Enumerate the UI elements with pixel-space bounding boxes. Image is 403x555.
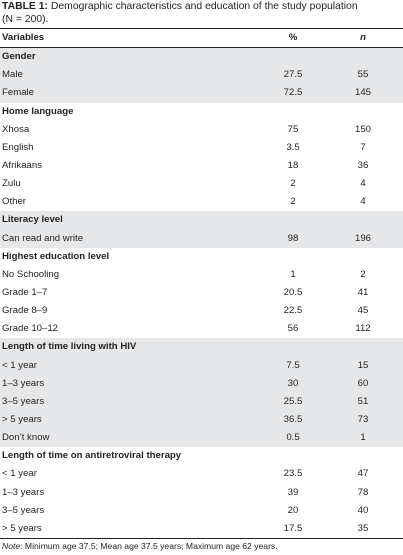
note-label: Note (2, 541, 21, 551)
row-label: 3–5 years (2, 395, 45, 407)
table-group-row (0, 248, 403, 266)
table-caption (2, 1, 402, 26)
group-label: Length of time on antiretroviral therapy (2, 450, 182, 462)
row-label: > 5 years (2, 522, 42, 534)
percent-cell: 23.5 (283, 468, 303, 480)
percent-cell: 20.5 (283, 286, 303, 298)
header-percent: % (288, 32, 298, 43)
count-cell: 15 (357, 359, 369, 371)
count-cell: 4 (360, 178, 366, 190)
row-label: Grade 8–9 (2, 305, 48, 317)
table-group-row (0, 338, 403, 356)
header-variables: Variables (2, 32, 45, 43)
percent-cell: 1 (290, 268, 296, 280)
table-row (0, 266, 403, 284)
group-label: Home language (2, 105, 74, 117)
row-label: Afrikaans (2, 159, 42, 171)
table-row (0, 320, 403, 338)
table-row (0, 157, 403, 175)
count-cell: 47 (357, 468, 369, 480)
group-label: Length of time living with HIV (2, 341, 137, 353)
row-label: 1–3 years (2, 486, 45, 498)
row-label: No Schooling (2, 268, 60, 280)
row-label: Xhosa (2, 123, 30, 135)
percent-cell: 75 (287, 123, 299, 135)
count-cell: 196 (354, 232, 371, 244)
percent-cell: 25.5 (283, 395, 303, 407)
row-label: Female (2, 87, 34, 99)
table-row (0, 193, 403, 211)
table-row (0, 484, 403, 502)
table-group-row (0, 48, 403, 66)
table-row (0, 302, 403, 320)
table-row (0, 175, 403, 193)
percent-cell: 3.5 (286, 141, 300, 153)
group-label: Highest education level (2, 250, 110, 262)
table-group-row (0, 211, 403, 229)
count-cell: 51 (357, 395, 369, 407)
percent-cell: 72.5 (283, 87, 303, 99)
count-cell: 41 (357, 286, 369, 298)
row-label: Zulu (2, 178, 21, 190)
count-cell: 145 (354, 87, 371, 99)
row-label: Can read and write (2, 232, 84, 244)
count-cell: 78 (357, 486, 369, 498)
table-body (0, 48, 403, 538)
percent-cell: 56 (287, 323, 299, 335)
percent-cell: 18 (287, 159, 299, 171)
count-cell: 112 (355, 323, 371, 335)
count-cell: 150 (354, 123, 371, 135)
percent-cell: 36.5 (283, 413, 303, 425)
group-label: Literacy level (2, 214, 63, 226)
table-row (0, 357, 403, 375)
count-cell: 7 (360, 141, 366, 153)
group-label: Gender (2, 51, 36, 63)
percent-cell: 2 (290, 178, 296, 190)
row-label: < 1 year (2, 359, 37, 371)
demographics-table (0, 28, 403, 539)
table-row (0, 230, 403, 248)
row-label: < 1 year (2, 468, 37, 480)
percent-cell: 7.5 (286, 359, 300, 371)
table-row (0, 429, 403, 447)
row-label: 3–5 years (2, 504, 45, 516)
table-row (0, 520, 403, 538)
note-text: : Minimum age 37.5; Mean age 37.5 years; Maximum age 62 years. (20, 541, 278, 551)
percent-cell: 27.5 (283, 69, 303, 81)
count-cell: 4 (360, 196, 366, 208)
count-cell: 55 (357, 69, 369, 81)
count-cell: 73 (357, 413, 369, 425)
row-label: Grade 1–7 (2, 286, 48, 298)
count-cell: 1 (360, 432, 366, 444)
count-cell: 60 (357, 377, 369, 389)
count-cell: 40 (357, 504, 369, 516)
table-row (0, 502, 403, 520)
caption-label: TABLE 1: (2, 1, 48, 12)
table-row (0, 139, 403, 157)
percent-cell: 30 (287, 377, 299, 389)
table-header-row (0, 29, 403, 48)
caption-subline: (N = 200). (2, 13, 49, 25)
table-row (0, 84, 403, 102)
caption-text: Demographic characteristics and education of the study population (48, 1, 358, 12)
table-row (0, 465, 403, 483)
row-label: Don’t know (2, 432, 50, 444)
row-label: Male (2, 69, 23, 81)
table-row (0, 411, 403, 429)
count-cell: 45 (357, 305, 369, 317)
percent-cell: 0.5 (286, 432, 300, 444)
count-cell: 36 (357, 159, 369, 171)
table-row (0, 284, 403, 302)
table-note (2, 540, 278, 552)
row-label: > 5 years (2, 413, 42, 425)
row-label: Other (2, 196, 26, 208)
count-cell: 2 (360, 268, 366, 280)
percent-cell: 2 (290, 196, 296, 208)
row-label: 1–3 years (2, 377, 45, 389)
percent-cell: 22.5 (283, 305, 303, 317)
count-cell: 35 (357, 522, 369, 534)
row-label: English (2, 141, 34, 153)
table-row (0, 375, 403, 393)
table-row (0, 393, 403, 411)
table-row (0, 121, 403, 139)
percent-cell: 17.5 (283, 522, 303, 534)
percent-cell: 20 (287, 504, 299, 516)
percent-cell: 98 (287, 232, 299, 244)
table-group-row (0, 447, 403, 465)
percent-cell: 39 (287, 486, 299, 498)
header-n: n (360, 32, 366, 43)
row-label: Grade 10–12 (2, 323, 59, 335)
table-group-row (0, 103, 403, 121)
table-row (0, 66, 403, 84)
